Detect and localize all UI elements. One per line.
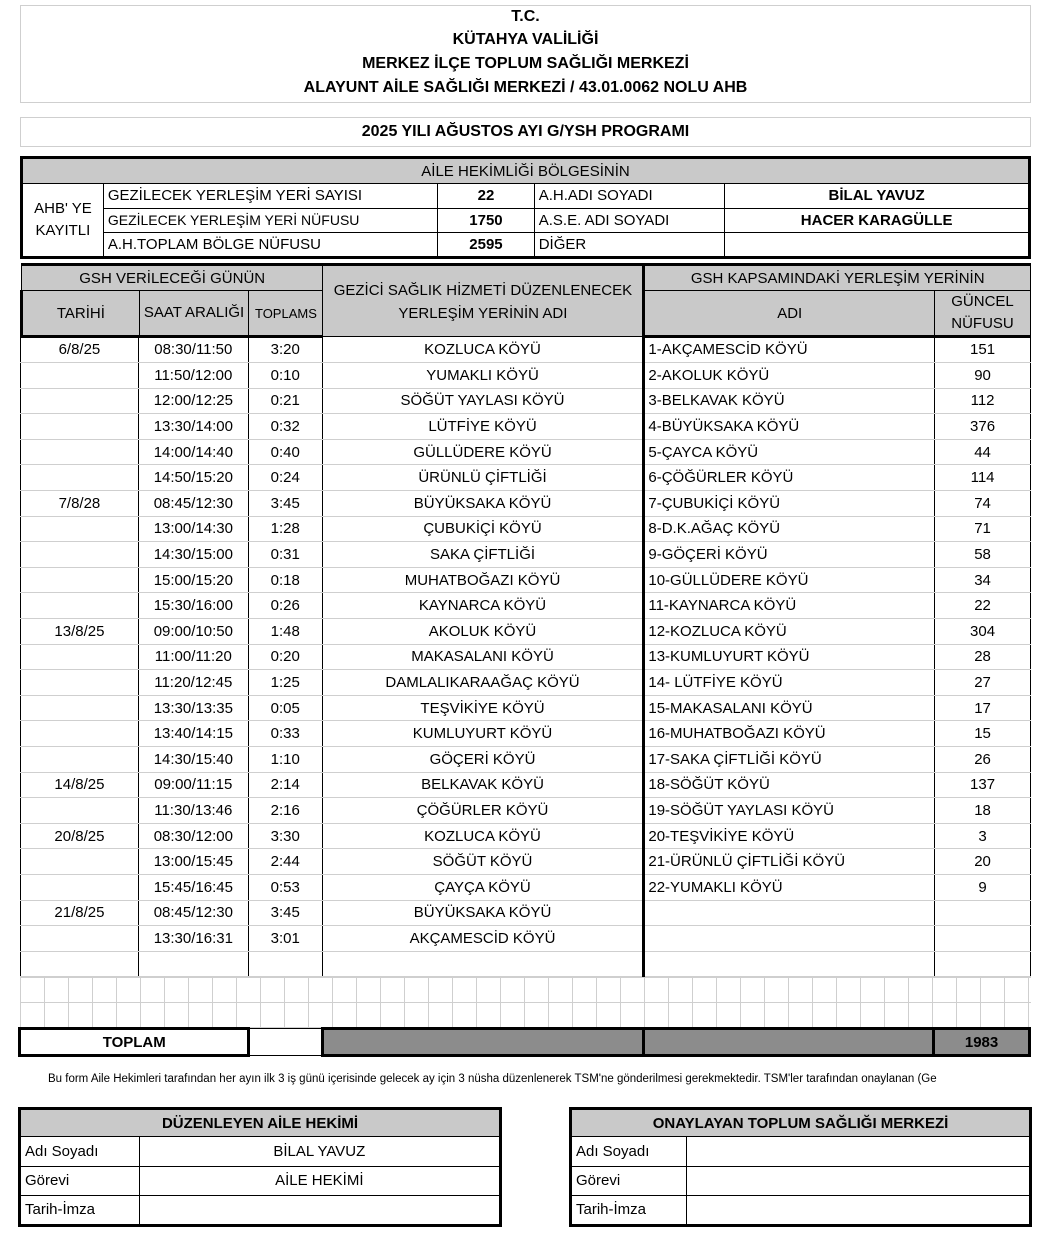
cell-village: 22-YUMAKLI KÖYÜ [644, 874, 935, 900]
info-value: 22 [438, 184, 535, 209]
info-key: A.H.ADI SOYADI [534, 184, 725, 209]
cell-time: 09:00/11:15 [138, 772, 248, 798]
total-header: TOPLAMS [249, 291, 323, 337]
header-line-4: ALAYUNT AİLE SAĞLIĞI MERKEZİ / 43.01.0062 NOLU AHB [303, 79, 748, 96]
cell-date [21, 593, 139, 619]
cell-pop: 90 [935, 363, 1031, 389]
cell-pop: 151 [935, 337, 1031, 363]
cell-village: 11-KAYNARCA KÖYÜ [644, 593, 935, 619]
cell-village: 18-SÖĞÜT KÖYÜ [644, 772, 935, 798]
cell-village: 15-MAKASALANI KÖYÜ [644, 695, 935, 721]
form-note: Bu form Aile Hekimleri tarafından her ayın ilk 3 iş günü içerisinde gelecek ay için 3 nüsha düzenlenerek TSM'ne gönderilmesi gerekmektedir. TSM'ler tarafından onaylanan (Ge [48, 1073, 937, 1085]
cell-date [21, 951, 139, 977]
cell-date [21, 644, 139, 670]
cell-time: 11:00/11:20 [138, 644, 248, 670]
cell-village: 5-ÇAYCA KÖYÜ [644, 439, 935, 465]
cell-place: AKOLUK KÖYÜ [322, 619, 644, 645]
totals-table [18, 1027, 1031, 1057]
info-value: 1750 [438, 208, 535, 233]
sig-label: Adı Soyadı [20, 1137, 140, 1167]
mobile-service-header: GEZİCİ SAĞLIK HİZMETİ DÜZENLENECEK YERLEŞİM YERİNİN ADI [323, 265, 644, 337]
total-place-cell [323, 1029, 644, 1056]
registered-label: AHB' YE KAYITLI [22, 184, 104, 258]
table-row [21, 951, 1031, 977]
table-row [21, 644, 1031, 670]
cell-time: 14:30/15:40 [138, 747, 248, 773]
sig-value [139, 1196, 500, 1226]
cell-date [21, 747, 139, 773]
cell-dur: 3:01 [248, 926, 322, 952]
table-row [21, 337, 1031, 363]
grid-divider [20, 1002, 1031, 1003]
sig-label: Tarih-İmza [571, 1196, 687, 1226]
cell-pop: 22 [935, 593, 1031, 619]
cell-place: GÖÇERİ KÖYÜ [322, 747, 644, 773]
cell-dur: 2:14 [248, 772, 322, 798]
cell-place: BELKAVAK KÖYÜ [322, 772, 644, 798]
cell-village [644, 951, 935, 977]
cell-place: GÜLLÜDERE KÖYÜ [322, 439, 644, 465]
cell-village: 21-ÜRÜNLÜ ÇİFTLİĞİ KÖYÜ [644, 849, 935, 875]
cell-village: 2-AKOLUK KÖYÜ [644, 363, 935, 389]
cell-place: KOZLUCA KÖYÜ [322, 337, 644, 363]
info-key: DİĞER [534, 233, 725, 258]
cell-place: YUMAKLI KÖYÜ [322, 363, 644, 389]
cell-date [21, 849, 139, 875]
approved-by-table [569, 1107, 1032, 1227]
cell-pop [935, 900, 1031, 926]
cell-village: 6-ÇÖĞÜRLER KÖYÜ [644, 465, 935, 491]
cell-pop: 18 [935, 798, 1031, 824]
time-range-header: SAAT ARALIĞI [139, 291, 249, 337]
table-row [21, 465, 1031, 491]
cell-pop: 114 [935, 465, 1031, 491]
cell-place: TEŞVİKİYE KÖYÜ [322, 695, 644, 721]
approved-by-title: ONAYLAYAN TOPLUM SAĞLIĞI MERKEZİ [571, 1109, 1031, 1137]
schedule-table [20, 337, 1031, 977]
cell-date: 20/8/25 [21, 823, 139, 849]
cell-date: 21/8/25 [21, 900, 139, 926]
cell-pop: 20 [935, 849, 1031, 875]
cell-place: SÖĞÜT KÖYÜ [322, 849, 644, 875]
cell-village: 4-BÜYÜKSAKA KÖYÜ [644, 414, 935, 440]
cell-village: 14- LÜTFİYE KÖYÜ [644, 670, 935, 696]
cell-village: 1-AKÇAMESCİD KÖYÜ [644, 337, 935, 363]
cell-dur: 0:53 [248, 874, 322, 900]
cell-village: 20-TEŞVİKİYE KÖYÜ [644, 823, 935, 849]
cell-dur: 3:45 [248, 491, 322, 517]
info-row [22, 184, 1030, 209]
cell-pop: 3 [935, 823, 1031, 849]
info-label: A.H.TOPLAM BÖLGE NÜFUSU [103, 233, 437, 258]
cell-village: 13-KUMLUYURT KÖYÜ [644, 644, 935, 670]
table-row [21, 670, 1031, 696]
prepared-by-title: DÜZENLEYEN AİLE HEKİMİ [20, 1109, 501, 1137]
cell-date: 6/8/25 [21, 337, 139, 363]
cell-pop: 58 [935, 542, 1031, 568]
cell-time: 13:30/16:31 [138, 926, 248, 952]
cell-place: ÇUBUKİÇİ KÖYÜ [322, 516, 644, 542]
cell-time [138, 951, 248, 977]
table-row [21, 695, 1031, 721]
cell-dur: 1:48 [248, 619, 322, 645]
cell-pop: 44 [935, 439, 1031, 465]
population-header: GÜNCEL NÜFUSU [935, 291, 1031, 337]
info-person [725, 233, 1030, 258]
cell-village [644, 926, 935, 952]
cell-pop [935, 926, 1031, 952]
table-row [21, 874, 1031, 900]
table-row [21, 619, 1031, 645]
table-row [21, 516, 1031, 542]
header-line-3: MERKEZ İLÇE TOPLUM SAĞLIĞI MERKEZİ [362, 55, 689, 72]
region-section-title: AİLE HEKİMLİĞİ BÖLGESİNİN [22, 158, 1030, 184]
cell-date [21, 695, 139, 721]
info-key: A.S.E. ADI SOYADI [534, 208, 725, 233]
cell-village: 19-SÖĞÜT YAYLASI KÖYÜ [644, 798, 935, 824]
prepared-by-table [18, 1107, 502, 1227]
cell-time: 14:30/15:00 [138, 542, 248, 568]
table-row [21, 900, 1031, 926]
cell-dur: 1:28 [248, 516, 322, 542]
cell-dur: 0:18 [248, 567, 322, 593]
cell-place: DAMLALIKARAAĞAÇ KÖYÜ [322, 670, 644, 696]
cell-date [21, 465, 139, 491]
cell-date [21, 388, 139, 414]
cell-time: 14:00/14:40 [138, 439, 248, 465]
table-row [21, 388, 1031, 414]
cell-village: 3-BELKAVAK KÖYÜ [644, 388, 935, 414]
cell-time: 08:30/12:00 [138, 823, 248, 849]
cell-date [21, 567, 139, 593]
cell-dur: 0:24 [248, 465, 322, 491]
cell-time: 15:00/15:20 [138, 567, 248, 593]
total-name-cell [644, 1029, 934, 1056]
cell-time: 09:00/10:50 [138, 619, 248, 645]
cell-dur: 0:05 [248, 695, 322, 721]
sig-label: Adı Soyadı [571, 1137, 687, 1167]
cell-place: MAKASALANI KÖYÜ [322, 644, 644, 670]
cell-place [322, 951, 644, 977]
cell-village: 17-SAKA ÇİFTLİĞİ KÖYÜ [644, 747, 935, 773]
cell-time: 11:50/12:00 [138, 363, 248, 389]
cell-pop: 28 [935, 644, 1031, 670]
cell-time: 15:30/16:00 [138, 593, 248, 619]
info-label: GEZİLECEK YERLEŞİM YERİ SAYISI [103, 184, 437, 209]
cell-date: 13/8/25 [21, 619, 139, 645]
cell-time: 11:20/12:45 [138, 670, 248, 696]
cell-place: ÇÖĞÜRLER KÖYÜ [322, 798, 644, 824]
cell-dur: 0:10 [248, 363, 322, 389]
region-info-table [20, 156, 1031, 259]
table-row [21, 849, 1031, 875]
population-total: 1983 [934, 1029, 1030, 1056]
cell-date [21, 721, 139, 747]
sig-value [686, 1137, 1030, 1167]
cell-dur: 0:40 [248, 439, 322, 465]
cell-time: 08:45/12:30 [138, 900, 248, 926]
table-row [21, 926, 1031, 952]
sig-label: Görevi [571, 1166, 687, 1196]
cell-place: LÜTFİYE KÖYÜ [322, 414, 644, 440]
cell-pop: 17 [935, 695, 1031, 721]
cell-dur: 0:20 [248, 644, 322, 670]
sig-label: Görevi [20, 1166, 140, 1196]
table-row [21, 721, 1031, 747]
scope-header: GSH KAPSAMINDAKİ YERLEŞİM YERİNİN [644, 265, 1031, 291]
info-row [22, 208, 1030, 233]
cell-dur: 0:31 [248, 542, 322, 568]
cell-place: KAYNARCA KÖYÜ [322, 593, 644, 619]
cell-place: BÜYÜKSAKA KÖYÜ [322, 491, 644, 517]
cell-date [21, 798, 139, 824]
cell-place: ÇAYÇA KÖYÜ [322, 874, 644, 900]
cell-dur: 0:32 [248, 414, 322, 440]
cell-pop: 304 [935, 619, 1031, 645]
cell-pop: 15 [935, 721, 1031, 747]
table-row [21, 363, 1031, 389]
program-title: 2025 YILI AĞUSTOS AYI G/YSH PROGRAMI [20, 117, 1031, 147]
table-row [21, 823, 1031, 849]
cell-dur: 3:45 [248, 900, 322, 926]
cell-pop: 34 [935, 567, 1031, 593]
header-line-1: T.C. [511, 8, 540, 25]
cell-time: 12:00/12:25 [138, 388, 248, 414]
cell-date [21, 516, 139, 542]
info-label: GEZİLECEK YERLEŞİM YERİ NÜFUSU [103, 208, 437, 233]
cell-date [21, 670, 139, 696]
cell-dur [248, 951, 322, 977]
cell-time: 13:00/14:30 [138, 516, 248, 542]
cell-dur: 3:30 [248, 823, 322, 849]
sig-value: AİLE HEKİMİ [139, 1166, 500, 1196]
cell-village: 7-ÇUBUKİÇİ KÖYÜ [644, 491, 935, 517]
cell-dur: 1:25 [248, 670, 322, 696]
cell-date [21, 439, 139, 465]
table-row [21, 542, 1031, 568]
cell-dur: 0:26 [248, 593, 322, 619]
cell-village: 16-MUHATBOĞAZI KÖYÜ [644, 721, 935, 747]
table-row [21, 567, 1031, 593]
cell-place: SÖĞÜT YAYLASI KÖYÜ [322, 388, 644, 414]
cell-date: 7/8/28 [21, 491, 139, 517]
cell-date [21, 926, 139, 952]
table-row [21, 772, 1031, 798]
sig-label: Tarih-İmza [20, 1196, 140, 1226]
cell-village: 8-D.K.AĞAÇ KÖYÜ [644, 516, 935, 542]
sig-value: BİLAL YAVUZ [139, 1137, 500, 1167]
total-label: TOPLAM [20, 1029, 249, 1056]
sig-value [686, 1166, 1030, 1196]
cell-time: 13:30/13:35 [138, 695, 248, 721]
cell-village: 12-KOZLUCA KÖYÜ [644, 619, 935, 645]
cell-time: 14:50/15:20 [138, 465, 248, 491]
date-header: TARİHİ [22, 291, 140, 337]
cell-dur: 3:20 [248, 337, 322, 363]
gsh-day-header: GSH VERİLECEĞİ GÜNÜN [22, 265, 323, 291]
name-header: ADI [644, 291, 935, 337]
cell-time: 08:45/12:30 [138, 491, 248, 517]
cell-pop: 376 [935, 414, 1031, 440]
info-person: HACER KARAGÜLLE [725, 208, 1030, 233]
cell-village: 9-GÖÇERİ KÖYÜ [644, 542, 935, 568]
cell-place: BÜYÜKSAKA KÖYÜ [322, 900, 644, 926]
table-row [21, 798, 1031, 824]
cell-dur: 2:44 [248, 849, 322, 875]
cell-time: 15:45/16:45 [138, 874, 248, 900]
cell-time: 13:30/14:00 [138, 414, 248, 440]
table-row [21, 593, 1031, 619]
cell-dur: 0:21 [248, 388, 322, 414]
cell-date [21, 542, 139, 568]
info-person: BİLAL YAVUZ [725, 184, 1030, 209]
cell-village: 10-GÜLLÜDERE KÖYÜ [644, 567, 935, 593]
cell-pop: 26 [935, 747, 1031, 773]
total-duration-cell [249, 1029, 323, 1056]
cell-dur: 1:10 [248, 747, 322, 773]
cell-date [21, 363, 139, 389]
cell-place: KUMLUYURT KÖYÜ [322, 721, 644, 747]
cell-date [21, 414, 139, 440]
cell-date [21, 874, 139, 900]
info-value: 2595 [438, 233, 535, 258]
cell-place: MUHATBOĞAZI KÖYÜ [322, 567, 644, 593]
sig-value [686, 1196, 1030, 1226]
cell-dur: 2:16 [248, 798, 322, 824]
cell-time: 13:40/14:15 [138, 721, 248, 747]
cell-pop: 71 [935, 516, 1031, 542]
cell-pop: 9 [935, 874, 1031, 900]
cell-pop [935, 951, 1031, 977]
cell-date: 14/8/25 [21, 772, 139, 798]
cell-time: 08:30/11:50 [138, 337, 248, 363]
cell-place: ÜRÜNLÜ ÇİFTLİĞİ [322, 465, 644, 491]
cell-pop: 74 [935, 491, 1031, 517]
cell-pop: 112 [935, 388, 1031, 414]
cell-village [644, 900, 935, 926]
cell-pop: 137 [935, 772, 1031, 798]
cell-place: SAKA ÇİFTLİĞİ [322, 542, 644, 568]
table-row [21, 439, 1031, 465]
cell-place: KOZLUCA KÖYÜ [322, 823, 644, 849]
cell-place: AKÇAMESCİD KÖYÜ [322, 926, 644, 952]
table-row [21, 491, 1031, 517]
header-line-2: KÜTAHYA VALİLİĞİ [452, 31, 599, 48]
info-row [22, 233, 1030, 258]
cell-time: 11:30/13:46 [138, 798, 248, 824]
cell-time: 13:00/15:45 [138, 849, 248, 875]
table-row [21, 747, 1031, 773]
cell-pop: 27 [935, 670, 1031, 696]
table-row [21, 414, 1031, 440]
cell-dur: 0:33 [248, 721, 322, 747]
schedule-header [20, 263, 1031, 338]
